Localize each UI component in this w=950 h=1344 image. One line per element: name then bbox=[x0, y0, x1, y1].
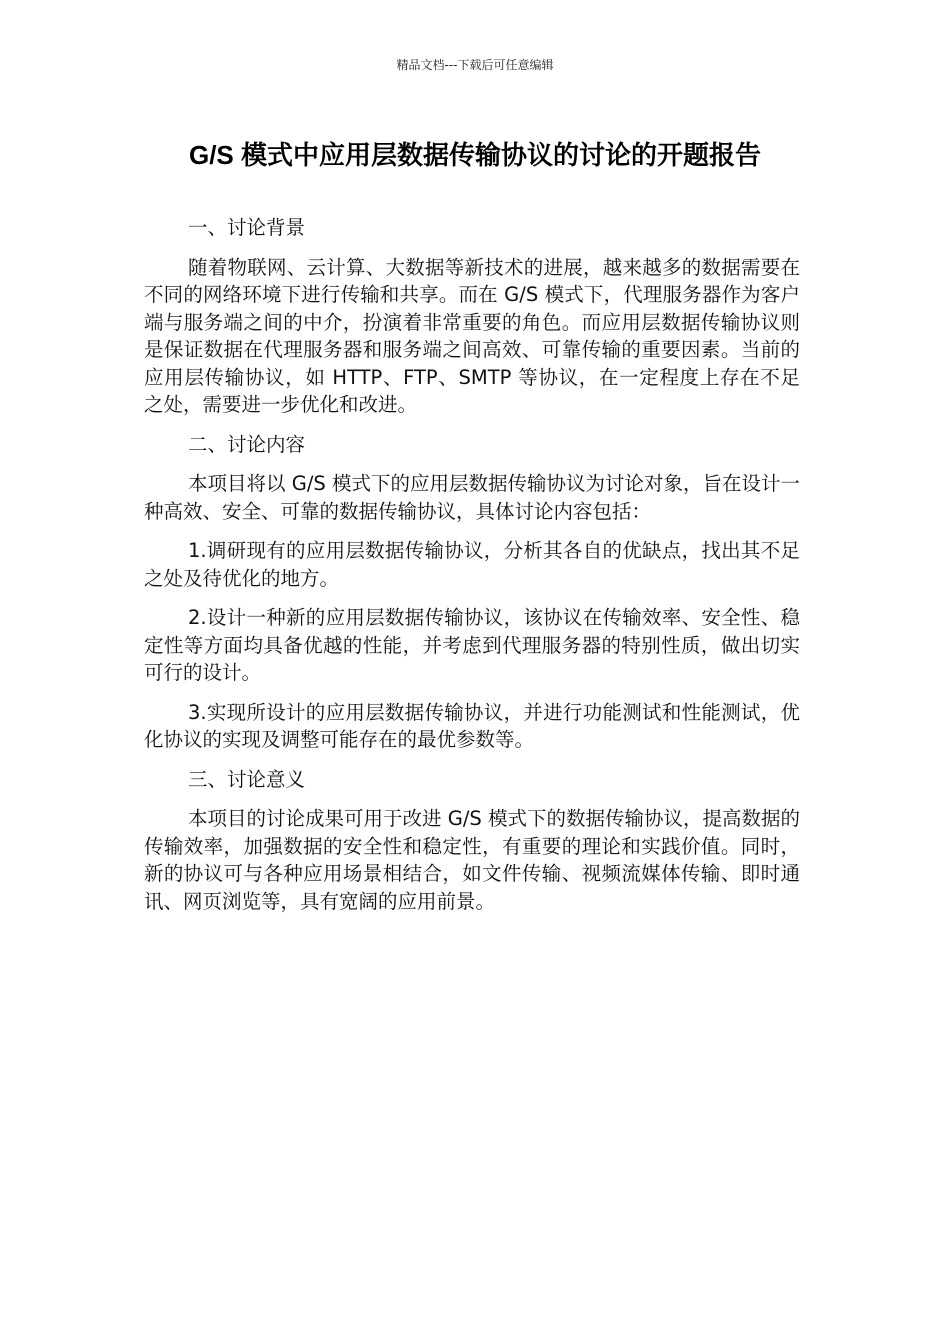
document-title: G/S 模式中应用层数据传输协议的讨论的开题报告 bbox=[188, 140, 761, 170]
significance-paragraph: 本项目的讨论成果可用于改进 G/S 模式下的数据传输协议，提高数据的传输效率，加强数据的安全性和稳定性，有重要的理论和实践价值。同时，新的协议可与各种应用场景相结合，如文件传输、视频流媒体传输、即时通讯、网页浏览等，具有宽阔的应用前景。 bbox=[144, 807, 800, 913]
section-heading-background: 一、讨论背景 bbox=[188, 216, 306, 239]
content-item-1: 1.调研现有的应用层数据传输协议，分析其各自的优缺点，找出其不足之处及待优化的地方。 bbox=[144, 539, 800, 590]
document-body bbox=[144, 214, 800, 927]
background-paragraph: 随着物联网、云计算、大数据等新技术的进展，越来越多的数据需要在不同的网络环境下进行传输和共享。而在 G/S 模式下，代理服务器作为客户端与服务端之间的中介，扮演着非常重要的角色。而应用层数据传输协议则是保证数据在代理服务器和服务端之间高效、可靠传输的重要因素。当前的应用层传输协议，如 HTTP、FTP、SMTP 等协议，在一定程度上存在不足之处，需要进一步优化和改进。 bbox=[144, 255, 800, 416]
content-item-3: 3.实现所设计的应用层数据传输协议，并进行功能测试和性能测试，优化协议的实现及调整可能存在的最优参数等。 bbox=[144, 700, 800, 751]
header-note: 精品文档---下载后可任意编辑 bbox=[396, 58, 554, 72]
content-intro-paragraph: 本项目将以 G/S 模式下的应用层数据传输协议为讨论对象，旨在设计一种高效、安全、可靠的数据传输协议，具体讨论内容包括： bbox=[144, 472, 800, 523]
section-heading-content: 二、讨论内容 bbox=[188, 432, 306, 456]
content-item-2: 2.设计一种新的应用层数据传输协议，该协议在传输效率、安全性、稳定性等方面均具备优越的性能，并考虑到代理服务器的特别性质，做出切实可行的设计。 bbox=[144, 606, 800, 684]
section-heading-significance: 三、讨论意义 bbox=[188, 767, 306, 791]
